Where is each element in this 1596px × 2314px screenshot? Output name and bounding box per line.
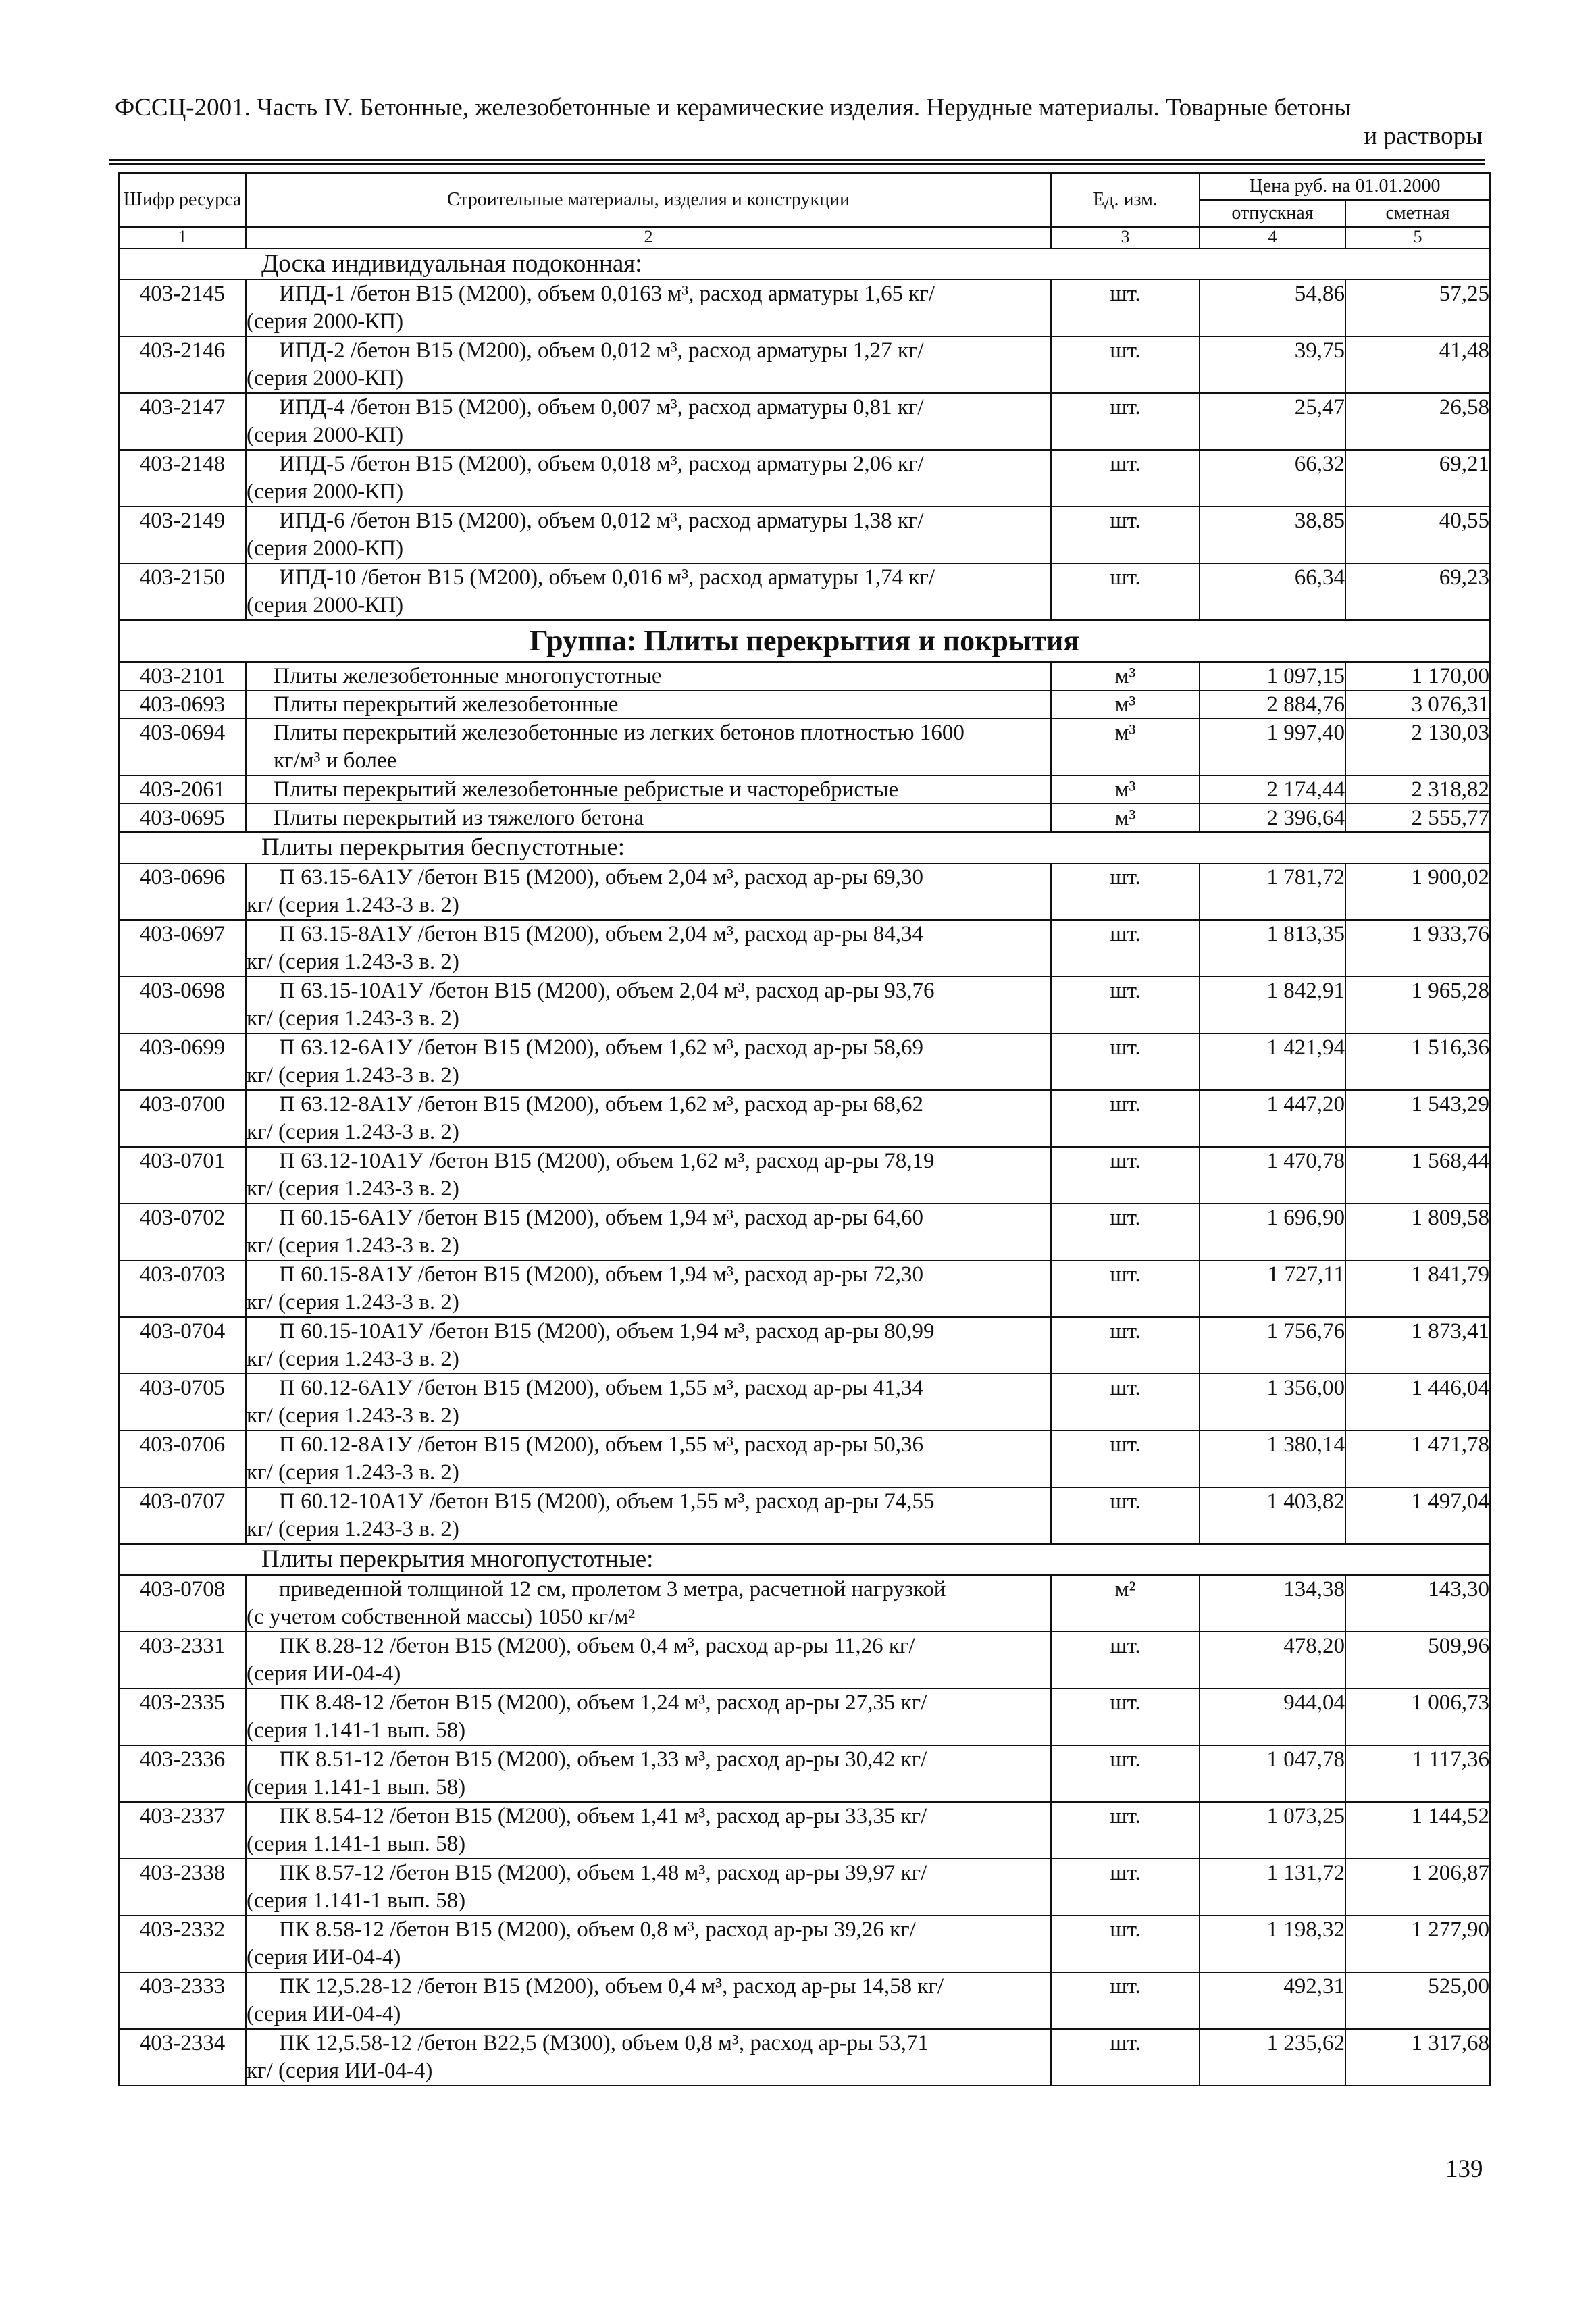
- material-name-line2: (серия 2000-КП): [247, 536, 404, 561]
- price-estimate: 1 317,68: [1345, 2029, 1490, 2086]
- price-estimate: 1 568,44: [1345, 1147, 1490, 1204]
- material-name-line1: ИПД-1 /бетон В15 (М200), объем 0,0163 м³, расход арматуры 1,65 кг/: [279, 282, 935, 306]
- unit-of-measure: м³: [1051, 775, 1200, 804]
- material-name-line1: П 63.12-6А1У /бетон В15 (М200), объем 1,62 м³, расход ар-ры 58,69: [279, 1035, 924, 1060]
- price-release: 1 696,90: [1200, 1204, 1345, 1260]
- material-name-line2: (с учетом собственной массы) 1050 кг/м²: [247, 1605, 636, 1629]
- table-row: [119, 1147, 1490, 1204]
- resource-code: 403-0693: [119, 690, 246, 719]
- col-number: 3: [1051, 227, 1200, 249]
- material-name: [246, 1916, 1051, 1972]
- material-name-line1: Плиты перекрытий из тяжелого бетона: [274, 806, 644, 830]
- price-release: 1 997,40: [1200, 719, 1345, 775]
- material-name-line1: П 63.15-10А1У /бетон В15 (М200), объем 2,04 м³, расход ар-ры 93,76: [279, 979, 935, 1003]
- material-name-line2: (серия 2000-КП): [247, 423, 404, 447]
- resource-code: 403-0699: [119, 1033, 246, 1090]
- material-name-line1: П 63.12-10А1У /бетон В15 (М200), объем 1,62 м³, расход ар-ры 78,19: [279, 1149, 935, 1173]
- price-release: 1 131,72: [1200, 1859, 1345, 1916]
- resource-code: 403-0695: [119, 804, 246, 832]
- unit-of-measure: шт.: [1051, 563, 1200, 620]
- price-estimate: 1 841,79: [1345, 1260, 1490, 1317]
- price-release: 1 470,78: [1200, 1147, 1345, 1204]
- price-estimate: 1 497,04: [1345, 1487, 1490, 1544]
- price-estimate: 1 117,36: [1345, 1745, 1490, 1802]
- material-name-line1: Плиты перекрытий железобетонные ребристые и часторебристые: [274, 777, 899, 802]
- unit-of-measure: шт.: [1051, 1147, 1200, 1204]
- price-release: 1 047,78: [1200, 1745, 1345, 1802]
- material-name: [246, 336, 1051, 393]
- table-row: [119, 1374, 1490, 1431]
- subsection-header-row: [119, 1544, 1490, 1575]
- header-title-line2: и растворы: [1364, 122, 1483, 150]
- unit-of-measure: м³: [1051, 662, 1200, 690]
- material-name-line1: приведенной толщиной 12 см, пролетом 3 метра, расчетной нагрузкой: [279, 1577, 946, 1601]
- material-name: [246, 977, 1051, 1033]
- unit-of-measure: шт.: [1051, 1090, 1200, 1147]
- material-name: [246, 775, 1051, 804]
- resource-code: 403-0702: [119, 1204, 246, 1260]
- material-name: [246, 1745, 1051, 1802]
- material-name: [246, 1260, 1051, 1317]
- material-name: [246, 719, 1051, 775]
- material-name: [246, 1147, 1051, 1204]
- table-row: [119, 2029, 1490, 2086]
- table-row: [119, 775, 1490, 804]
- price-estimate: 1 543,29: [1345, 1090, 1490, 1147]
- material-name: [246, 1632, 1051, 1689]
- material-name: [246, 2029, 1051, 2086]
- unit-of-measure: шт.: [1051, 1374, 1200, 1431]
- material-name: [246, 563, 1051, 620]
- unit-of-measure: шт.: [1051, 1972, 1200, 2029]
- material-name-line2: кг/ (серия 1.243-3 в. 2): [247, 1460, 459, 1485]
- table-row: [119, 1632, 1490, 1689]
- material-name: [246, 450, 1051, 507]
- material-name: [246, 1859, 1051, 1916]
- page-number: 139: [1445, 2155, 1483, 2183]
- unit-of-measure: м³: [1051, 804, 1200, 832]
- unit-of-measure: шт.: [1051, 1632, 1200, 1689]
- header-rule-thin: [109, 163, 1485, 165]
- price-release: 2 174,44: [1200, 775, 1345, 804]
- material-name-line1: ПК 12,5.28-12 /бетон В15 (М200), объем 0,4 м³, расход ар-ры 14,58 кг/: [279, 1974, 944, 1999]
- material-name-line1: Плиты перекрытий железобетонные из легких бетонов плотностью 1600: [274, 721, 964, 745]
- material-name-line1: П 63.15-8А1У /бетон В15 (М200), объем 2,04 м³, расход ар-ры 84,34: [279, 922, 924, 946]
- material-name-line2: (серия 1.141-1 вып. 58): [247, 1888, 466, 1913]
- material-name: [246, 1972, 1051, 2029]
- material-name-line2: кг/ (серия 1.243-3 в. 2): [247, 950, 459, 974]
- price-release: 492,31: [1200, 1972, 1345, 2029]
- material-name-line2: кг/ (серия 1.243-3 в. 2): [247, 1177, 459, 1201]
- unit-of-measure: шт.: [1051, 280, 1200, 336]
- material-name-line2: (серия ИИ-04-4): [247, 1662, 401, 1686]
- table-row: [119, 804, 1490, 832]
- material-name: [246, 920, 1051, 977]
- material-name: [246, 507, 1051, 563]
- unit-of-measure: шт.: [1051, 1317, 1200, 1374]
- unit-of-measure: м²: [1051, 1575, 1200, 1632]
- price-release: 1 813,35: [1200, 920, 1345, 977]
- col-header-price-release: отпускная: [1200, 200, 1345, 227]
- price-estimate: 2 130,03: [1345, 719, 1490, 775]
- unit-of-measure: шт.: [1051, 977, 1200, 1033]
- table-row: [119, 690, 1490, 719]
- material-name-line2: кг/ (серия 1.243-3 в. 2): [247, 1233, 459, 1258]
- material-name: [246, 1317, 1051, 1374]
- page-header: [115, 93, 1483, 150]
- resource-code: 403-2149: [119, 507, 246, 563]
- material-name: [246, 1090, 1051, 1147]
- material-name-line1: П 60.15-8А1У /бетон В15 (М200), объем 1,94 м³, расход ар-ры 72,30: [279, 1262, 924, 1287]
- price-estimate: 2 555,77: [1345, 804, 1490, 832]
- material-name-line1: П 60.12-6А1У /бетон В15 (М200), объем 1,55 м³, расход ар-ры 41,34: [279, 1376, 924, 1400]
- unit-of-measure: шт.: [1051, 1859, 1200, 1916]
- material-name-line2: (серия 1.141-1 вып. 58): [247, 1718, 466, 1743]
- material-name-line1: Плиты перекрытий железобетонные: [274, 692, 619, 717]
- price-estimate: 1 933,76: [1345, 920, 1490, 977]
- material-name-line1: ИПД-2 /бетон В15 (М200), объем 0,012 м³, расход арматуры 1,27 кг/: [279, 338, 924, 363]
- resource-code: 403-2332: [119, 1916, 246, 1972]
- resource-code: 403-2148: [119, 450, 246, 507]
- unit-of-measure: м³: [1051, 719, 1200, 775]
- subsection-title: Плиты перекрытия беспустотные:: [119, 832, 1490, 863]
- price-release: 1 727,11: [1200, 1260, 1345, 1317]
- table-row: [119, 1090, 1490, 1147]
- material-name-line1: ПК 8.54-12 /бетон В15 (М200), объем 1,41 м³, расход ар-ры 33,35 кг/: [279, 1804, 927, 1828]
- table-row: [119, 1033, 1490, 1090]
- material-name: [246, 863, 1051, 920]
- material-name-line2: (серия 2000-КП): [247, 593, 404, 617]
- price-estimate: 3 076,31: [1345, 690, 1490, 719]
- price-release: 66,32: [1200, 450, 1345, 507]
- price-release: 25,47: [1200, 393, 1345, 450]
- price-estimate: 143,30: [1345, 1575, 1490, 1632]
- material-name-line1: ПК 8.48-12 /бетон В15 (М200), объем 1,24 м³, расход ар-ры 27,35 кг/: [279, 1691, 927, 1715]
- material-name-line1: ПК 8.57-12 /бетон В15 (М200), объем 1,48 м³, расход ар-ры 39,97 кг/: [279, 1861, 927, 1885]
- material-name-line1: П 60.12-8А1У /бетон В15 (М200), объем 1,55 м³, расход ар-ры 50,36: [279, 1433, 924, 1457]
- resource-code: 403-0698: [119, 977, 246, 1033]
- unit-of-measure: шт.: [1051, 1689, 1200, 1745]
- unit-of-measure: шт.: [1051, 1260, 1200, 1317]
- price-estimate: 1 446,04: [1345, 1374, 1490, 1431]
- material-name-line2: (серия ИИ-04-4): [247, 1945, 401, 1970]
- col-number: 5: [1345, 227, 1490, 249]
- col-header-price-estimate: сметная: [1345, 200, 1490, 227]
- subsection-title: Доска индивидуальная подоконная:: [119, 249, 1490, 280]
- resource-code: 403-2061: [119, 775, 246, 804]
- subsection-header-row: [119, 249, 1490, 280]
- unit-of-measure: шт.: [1051, 336, 1200, 393]
- material-name: [246, 690, 1051, 719]
- unit-of-measure: шт.: [1051, 1802, 1200, 1859]
- resource-code: 403-2146: [119, 336, 246, 393]
- price-release: 54,86: [1200, 280, 1345, 336]
- col-number: 4: [1200, 227, 1345, 249]
- price-release: 1 756,76: [1200, 1317, 1345, 1374]
- resource-code: 403-2331: [119, 1632, 246, 1689]
- price-estimate: 1 471,78: [1345, 1431, 1490, 1487]
- material-name: [246, 1204, 1051, 1260]
- material-name-line1: ИПД-10 /бетон В15 (М200), объем 0,016 м³, расход арматуры 1,74 кг/: [279, 565, 935, 590]
- price-release: 66,34: [1200, 563, 1345, 620]
- col-number: 1: [119, 227, 246, 249]
- material-name-line2: (серия 1.141-1 вып. 58): [247, 1775, 466, 1799]
- resource-code: 403-2101: [119, 662, 246, 690]
- material-name-line1: П 60.12-10А1У /бетон В15 (М200), объем 1,55 м³, расход ар-ры 74,55: [279, 1489, 935, 1514]
- table-row: [119, 863, 1490, 920]
- table-row: [119, 1802, 1490, 1859]
- price-estimate: 2 318,82: [1345, 775, 1490, 804]
- material-name: [246, 662, 1051, 690]
- price-release: 2 884,76: [1200, 690, 1345, 719]
- resource-code: 403-2147: [119, 393, 246, 450]
- price-estimate: 1 170,00: [1345, 662, 1490, 690]
- price-release: 478,20: [1200, 1632, 1345, 1689]
- header-title-line1: ФССЦ-2001. Часть IV. Бетонные, железобетонные и керамические изделия. Нерудные материалы. Товарные бетоны: [115, 94, 1352, 122]
- table-row: [119, 507, 1490, 563]
- price-estimate: 525,00: [1345, 1972, 1490, 2029]
- resource-code: 403-0696: [119, 863, 246, 920]
- table-row: [119, 1916, 1490, 1972]
- table-row: [119, 393, 1490, 450]
- material-name-line1: Плиты железобетонные многопустотные: [274, 664, 662, 688]
- price-estimate: 1 516,36: [1345, 1033, 1490, 1090]
- material-name-line1: ПК 8.51-12 /бетон В15 (М200), объем 1,33 м³, расход ар-ры 30,42 кг/: [279, 1747, 927, 1772]
- price-release: 1 356,00: [1200, 1374, 1345, 1431]
- material-name-line1: ИПД-6 /бетон В15 (М200), объем 0,012 м³, расход арматуры 1,38 кг/: [279, 509, 924, 533]
- table-row: [119, 1859, 1490, 1916]
- resource-code: 403-0701: [119, 1147, 246, 1204]
- price-release: 38,85: [1200, 507, 1345, 563]
- price-release: 1 403,82: [1200, 1487, 1345, 1544]
- price-release: 944,04: [1200, 1689, 1345, 1745]
- material-name-line1: ИПД-4 /бетон В15 (М200), объем 0,007 м³, расход арматуры 0,81 кг/: [279, 395, 924, 419]
- price-table: [118, 172, 1491, 2086]
- material-name-line2: кг/м³ и более: [274, 748, 397, 773]
- group-header-row: [119, 620, 1490, 662]
- col-header-unit: Ед. изм.: [1051, 173, 1200, 227]
- price-release: 1 198,32: [1200, 1916, 1345, 1972]
- material-name: [246, 1431, 1051, 1487]
- price-estimate: 1 873,41: [1345, 1317, 1490, 1374]
- resource-code: 403-2335: [119, 1689, 246, 1745]
- resource-code: 403-0697: [119, 920, 246, 977]
- material-name-line1: П 60.15-6А1У /бетон В15 (М200), объем 1,94 м³, расход ар-ры 64,60: [279, 1206, 924, 1230]
- material-name-line1: П 63.15-6А1У /бетон В15 (М200), объем 2,04 м³, расход ар-ры 69,30: [279, 865, 924, 890]
- group-title: Группа: Плиты перекрытия и покрытия: [119, 620, 1490, 662]
- table-row: [119, 1317, 1490, 1374]
- price-release: 134,38: [1200, 1575, 1345, 1632]
- price-release: 1 781,72: [1200, 863, 1345, 920]
- material-name-line2: (серия 2000-КП): [247, 480, 404, 504]
- material-name-line2: кг/ (серия 1.243-3 в. 2): [247, 1517, 459, 1541]
- material-name: [246, 1374, 1051, 1431]
- unit-of-measure: шт.: [1051, 1204, 1200, 1260]
- price-release: 1 842,91: [1200, 977, 1345, 1033]
- unit-of-measure: шт.: [1051, 450, 1200, 507]
- material-name-line2: кг/ (серия 1.243-3 в. 2): [247, 893, 459, 917]
- material-name: [246, 804, 1051, 832]
- price-release: 1 097,15: [1200, 662, 1345, 690]
- resource-code: 403-0708: [119, 1575, 246, 1632]
- material-name: [246, 1802, 1051, 1859]
- material-name-line2: кг/ (серия 1.243-3 в. 2): [247, 1404, 459, 1428]
- material-name-line2: кг/ (серия 1.243-3 в. 2): [247, 1006, 459, 1031]
- price-estimate: 40,55: [1345, 507, 1490, 563]
- resource-code: 403-2333: [119, 1972, 246, 2029]
- table-row: [119, 1972, 1490, 2029]
- price-estimate: 1 965,28: [1345, 977, 1490, 1033]
- material-name-line2: кг/ (серия ИИ-04-4): [247, 2059, 433, 2083]
- subsection-header-row: [119, 832, 1490, 863]
- price-estimate: 69,23: [1345, 563, 1490, 620]
- resource-code: 403-2338: [119, 1859, 246, 1916]
- unit-of-measure: шт.: [1051, 393, 1200, 450]
- price-estimate: 1 900,02: [1345, 863, 1490, 920]
- unit-of-measure: шт.: [1051, 1916, 1200, 1972]
- unit-of-measure: шт.: [1051, 920, 1200, 977]
- price-estimate: 1 144,52: [1345, 1802, 1490, 1859]
- col-header-code: Шифр ресурса: [119, 173, 246, 227]
- col-header-name: Строительные материалы, изделия и конструкции: [246, 173, 1051, 227]
- price-estimate: 41,48: [1345, 336, 1490, 393]
- material-name-line2: (серия ИИ-04-4): [247, 2002, 401, 2026]
- resource-code: 403-2145: [119, 280, 246, 336]
- material-name: [246, 1487, 1051, 1544]
- price-estimate: 69,21: [1345, 450, 1490, 507]
- unit-of-measure: шт.: [1051, 863, 1200, 920]
- material-name: [246, 393, 1051, 450]
- material-name-line2: кг/ (серия 1.243-3 в. 2): [247, 1063, 459, 1087]
- table-row: [119, 1745, 1490, 1802]
- material-name: [246, 1033, 1051, 1090]
- resource-code: 403-2337: [119, 1802, 246, 1859]
- table-body: [119, 249, 1490, 2086]
- col-number: 2: [246, 227, 1051, 249]
- table-row: [119, 1204, 1490, 1260]
- resource-code: 403-2150: [119, 563, 246, 620]
- price-estimate: 509,96: [1345, 1632, 1490, 1689]
- unit-of-measure: шт.: [1051, 1487, 1200, 1544]
- resource-code: 403-2336: [119, 1745, 246, 1802]
- material-name-line1: ПК 12,5.58-12 /бетон В22,5 (М300), объем 0,8 м³, расход ар-ры 53,71: [279, 2031, 929, 2055]
- resource-code: 403-0694: [119, 719, 246, 775]
- price-release: 1 235,62: [1200, 2029, 1345, 2086]
- resource-code: 403-0700: [119, 1090, 246, 1147]
- col-header-price: Цена руб. на 01.01.2000: [1200, 173, 1490, 200]
- resource-code: 403-0705: [119, 1374, 246, 1431]
- price-estimate: 1 277,90: [1345, 1916, 1490, 1972]
- resource-code: 403-0703: [119, 1260, 246, 1317]
- table-row: [119, 1487, 1490, 1544]
- material-name-line1: ПК 8.58-12 /бетон В15 (М200), объем 0,8 м³, расход ар-ры 39,26 кг/: [279, 1918, 916, 1942]
- price-release: 2 396,64: [1200, 804, 1345, 832]
- material-name-line2: кг/ (серия 1.243-3 в. 2): [247, 1290, 459, 1314]
- material-name-line2: (серия 1.141-1 вып. 58): [247, 1832, 466, 1856]
- header-rule: [109, 159, 1485, 161]
- price-estimate: 26,58: [1345, 393, 1490, 450]
- material-name-line1: П 60.15-10А1У /бетон В15 (М200), объем 1,94 м³, расход ар-ры 80,99: [279, 1319, 935, 1343]
- material-name: [246, 1575, 1051, 1632]
- table-row: [119, 977, 1490, 1033]
- table-row: [119, 450, 1490, 507]
- price-estimate: 57,25: [1345, 280, 1490, 336]
- table-row: [119, 1689, 1490, 1745]
- resource-code: 403-0707: [119, 1487, 246, 1544]
- table-row: [119, 719, 1490, 775]
- price-release: 1 380,14: [1200, 1431, 1345, 1487]
- price-release: 1 447,20: [1200, 1090, 1345, 1147]
- subsection-title: Плиты перекрытия многопустотные:: [119, 1544, 1490, 1575]
- table-row: [119, 662, 1490, 690]
- material-name: [246, 280, 1051, 336]
- table-row: [119, 920, 1490, 977]
- table-row: [119, 336, 1490, 393]
- unit-of-measure: м³: [1051, 690, 1200, 719]
- unit-of-measure: шт.: [1051, 1033, 1200, 1090]
- price-release: 1 073,25: [1200, 1802, 1345, 1859]
- price-release: 39,75: [1200, 336, 1345, 393]
- material-name-line2: кг/ (серия 1.243-3 в. 2): [247, 1120, 459, 1144]
- unit-of-measure: шт.: [1051, 1745, 1200, 1802]
- material-name-line1: П 63.12-8А1У /бетон В15 (М200), объем 1,62 м³, расход ар-ры 68,62: [279, 1092, 924, 1116]
- resource-code: 403-0706: [119, 1431, 246, 1487]
- material-name-line1: ПК 8.28-12 /бетон В15 (М200), объем 0,4 м³, расход ар-ры 11,26 кг/: [279, 1634, 915, 1658]
- resource-code: 403-0704: [119, 1317, 246, 1374]
- price-release: 1 421,94: [1200, 1033, 1345, 1090]
- price-estimate: 1 809,58: [1345, 1204, 1490, 1260]
- material-name-line1: ИПД-5 /бетон В15 (М200), объем 0,018 м³, расход арматуры 2,06 кг/: [279, 452, 924, 476]
- material-name-line2: (серия 2000-КП): [247, 309, 404, 334]
- unit-of-measure: шт.: [1051, 1431, 1200, 1487]
- table-row: [119, 1260, 1490, 1317]
- table-row: [119, 280, 1490, 336]
- table-row: [119, 1575, 1490, 1632]
- unit-of-measure: шт.: [1051, 507, 1200, 563]
- unit-of-measure: шт.: [1051, 2029, 1200, 2086]
- price-estimate: 1 006,73: [1345, 1689, 1490, 1745]
- resource-code: 403-2334: [119, 2029, 246, 2086]
- material-name-line2: кг/ (серия 1.243-3 в. 2): [247, 1347, 459, 1371]
- table-row: [119, 1431, 1490, 1487]
- price-estimate: 1 206,87: [1345, 1859, 1490, 1916]
- material-name-line2: (серия 2000-КП): [247, 366, 404, 390]
- material-name: [246, 1689, 1051, 1745]
- table-row: [119, 563, 1490, 620]
